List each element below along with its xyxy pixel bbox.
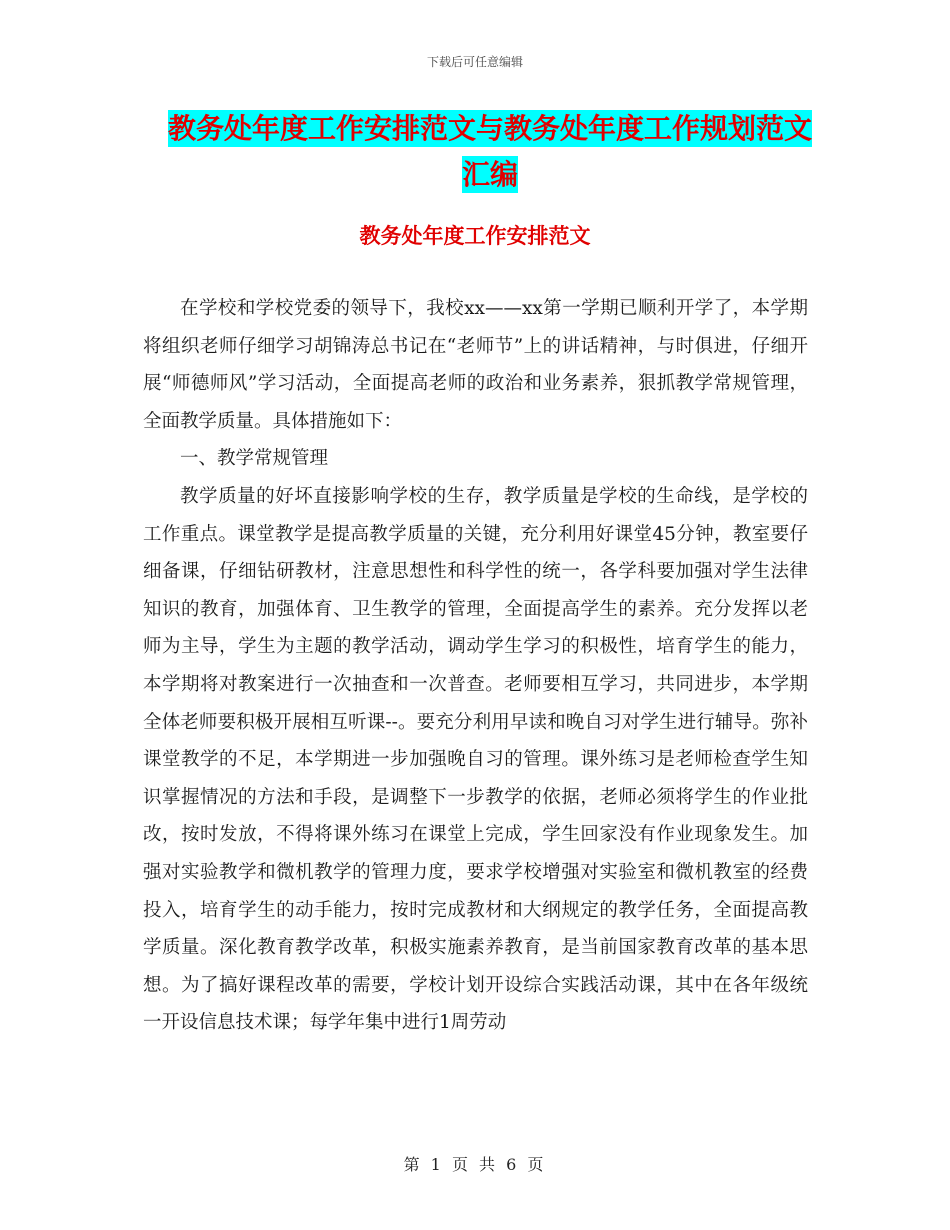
document-body <box>143 290 808 1042</box>
section-heading: 一、教学常规管理 <box>180 448 329 470</box>
paragraph-intro: 在学校和学校党委的领导下，我校xx——xx第一学期已顺利开学了，本学期将组织老师仔细学习胡锦涛总书记在“老师节”上的讲话精神，与时俱进，仔细开展“师德师风”学习活动，全面提高老师的政治和业务素养，狠抓教学常规管理，全面教学质量。具体措施如下： <box>143 298 808 432</box>
header-note: 下载后可任意编辑 <box>426 55 523 69</box>
title-line-2: 汇编 <box>461 158 518 191</box>
section-title: 教务处年度工作安排范文 <box>359 224 591 248</box>
document-title <box>140 106 840 198</box>
paragraph-teaching: 教学质量的好坏直接影响学校的生存，教学质量是学校的生命线，是学校的工作重点。课堂教学是提高教学质量的关键，充分利用好课堂45分钟，教室要仔细备课，仔细钻研教材，注意思想性和科学性的统一，各学科要加强对学生法律知识的教育，加强体育、卫生教学的管理，全面提高学生的素养。充分发挥以老师为主导，学生为主题的教学活动，调动学生学习的积极性，培育学生的能力，本学期将对教案进行一次抽查和一次普查。老师要相互学习，共同进步，本学期全体老师要积极开展相互听课--。要充分利用早读和晚自习对学生进行辅导。弥补课堂教学的不足，本学期进一步加强晚自习的管理。课外练习是老师检查学生知识掌握情况的方法和手段，是调整下一步教学的依据，老师必须将学生的作业批改，按时发放，不得将课外练习在课堂上完成，学生回家没有作业现象发生。加强对实验教学和微机教学的管理力度，要求学校增强对实验室和微机教室的经费投入，培育学生的动手能力，按时完成教材和大纲规定的教学任务，全面提高教学质量。深化教育教学改革，积极实施素养教育，是当前国家教育改革的基本思想。为了搞好课程改革的需要，学校计划开设综合实践活动课，其中在各年级统一开设信息技术课；每学年集中进行1周劳动 <box>143 485 808 1034</box>
title-line-1: 教务处年度工作安排范文与教务处年度工作规划范文 <box>167 112 812 145</box>
page-number: 第 1 页 共 6 页 <box>403 1155 547 1174</box>
